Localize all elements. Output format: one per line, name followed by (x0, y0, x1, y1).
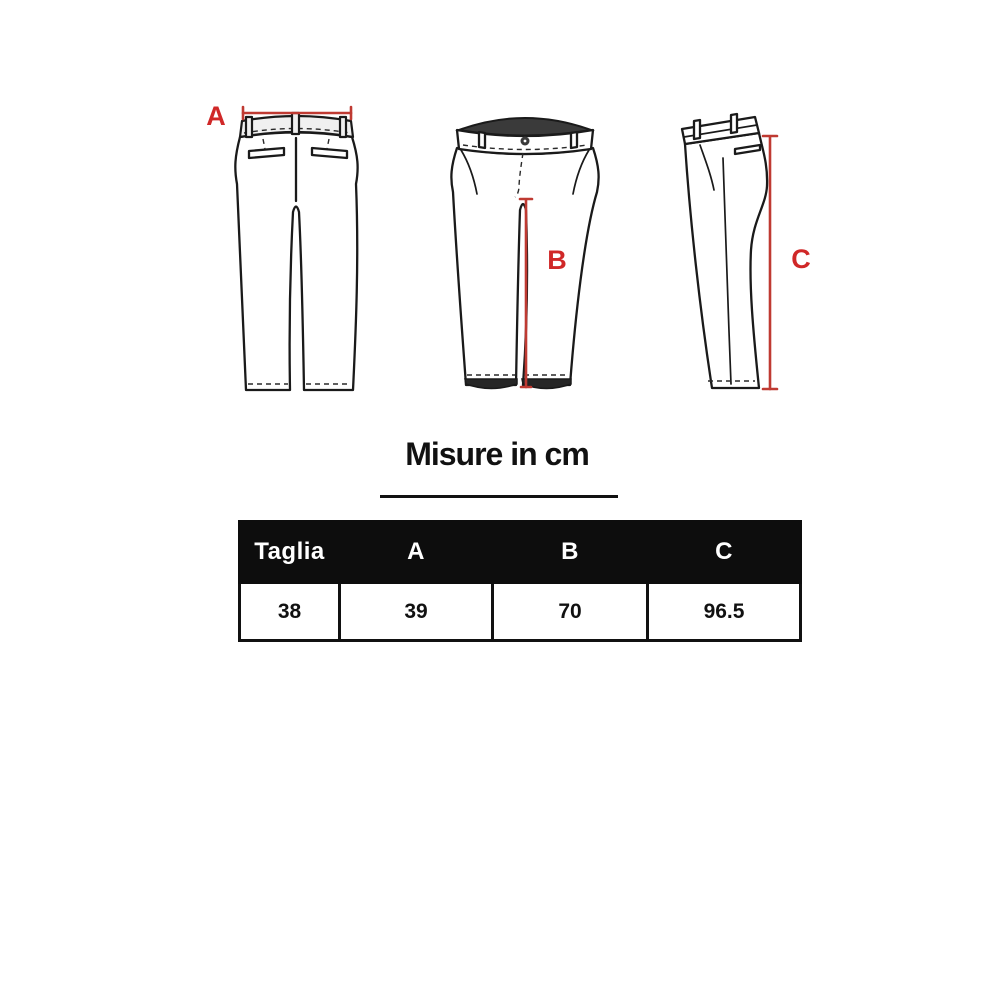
pants-front-view (451, 118, 598, 389)
belt-loop (694, 120, 700, 139)
size-value-b: 70 (493, 583, 648, 641)
measure-b-label: B (547, 245, 567, 275)
pants-side-view (682, 114, 811, 389)
belt-loop (731, 114, 737, 133)
title-underline (380, 495, 618, 498)
col-header-a: A (340, 522, 493, 583)
size-value-a: 39 (340, 583, 493, 641)
back-pocket-right (312, 148, 347, 158)
pants-illustration (0, 0, 1000, 430)
pants-back-view (206, 101, 357, 390)
back-pocket-left (249, 148, 284, 158)
size-table (238, 520, 802, 642)
size-value-c: 96.5 (648, 583, 801, 641)
belt-loop (246, 117, 252, 137)
col-header-c: C (648, 522, 801, 583)
table-row (240, 583, 801, 641)
size-value-taglia: 38 (240, 583, 340, 641)
measure-c-label: C (791, 244, 811, 274)
page-title: Misure in cm (405, 436, 589, 472)
title-block (0, 436, 994, 473)
col-header-taglia: Taglia (240, 522, 340, 583)
belt-loop (571, 132, 577, 148)
table-header-row (240, 522, 801, 583)
col-header-b: B (493, 522, 648, 583)
measure-a-label: A (206, 101, 226, 131)
belt-loop (292, 113, 299, 134)
belt-loop (340, 117, 346, 137)
waist-button-hole (524, 140, 527, 143)
front-hem-left (465, 379, 517, 389)
belt-loop (479, 132, 485, 148)
